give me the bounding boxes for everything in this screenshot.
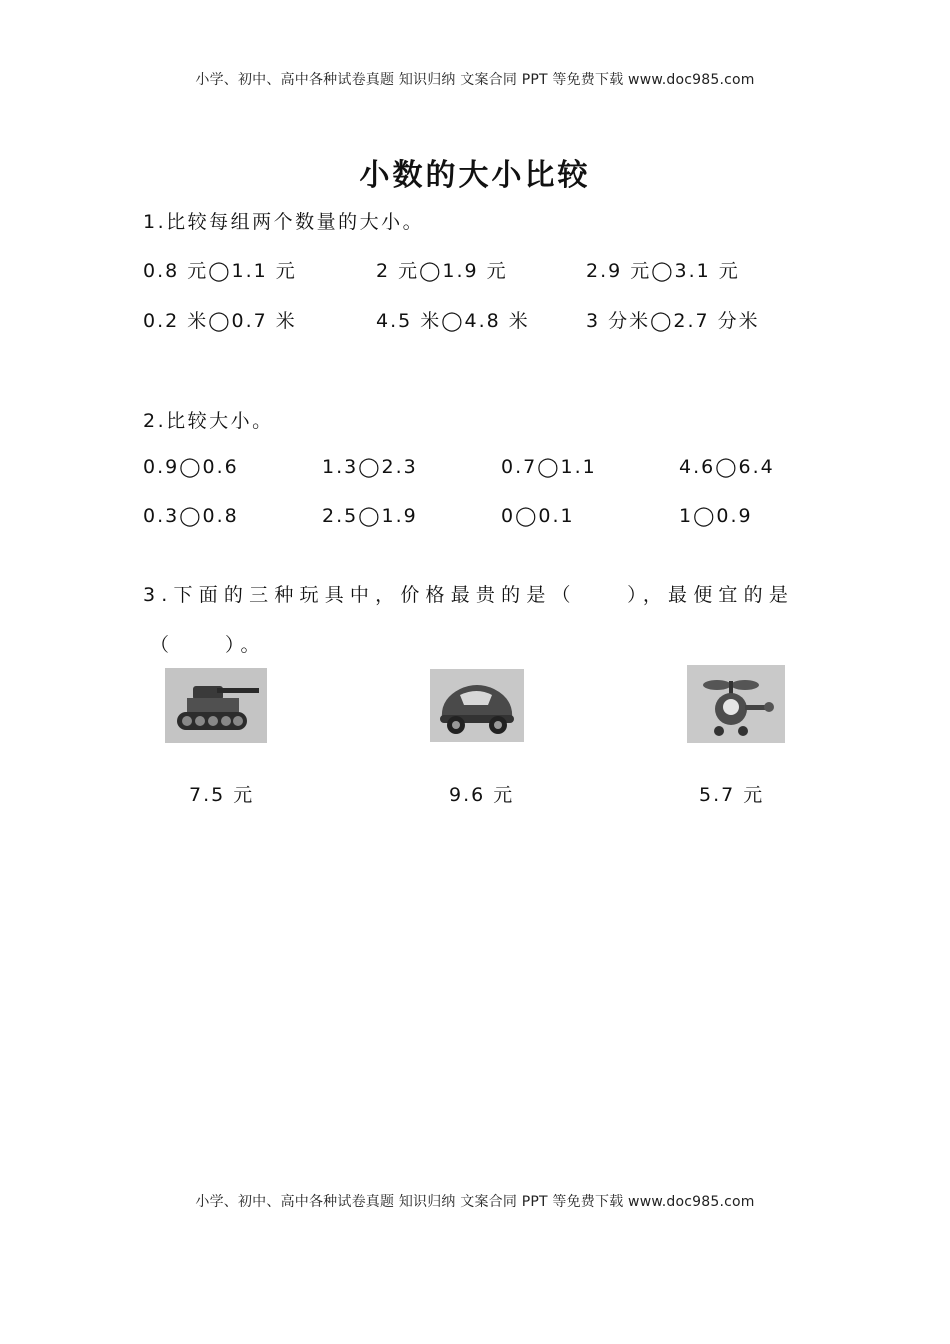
page-footer: 小学、初中、高中各种试卷真题 知识归纳 文案合同 PPT 等免费下载 www.doc985.com bbox=[195, 1194, 755, 1210]
q2-item: 1◯0.9 bbox=[679, 505, 753, 527]
q1-item: 2 元◯1.9 元 bbox=[376, 260, 508, 282]
q2-item: 1.3◯2.3 bbox=[322, 456, 418, 478]
q2-item: 2.5◯1.9 bbox=[322, 505, 418, 527]
q1-item: 0.8 元◯1.1 元 bbox=[143, 260, 297, 282]
tank-icon bbox=[165, 668, 267, 743]
page-header: 小学、初中、高中各种试卷真题 知识归纳 文案合同 PPT 等免费下载 www.doc985.com bbox=[195, 72, 755, 88]
q2-prompt: 2.比较大小。 bbox=[143, 410, 274, 432]
q1-item: 2.9 元◯3.1 元 bbox=[586, 260, 740, 282]
toy-price: 7.5 元 bbox=[189, 784, 255, 806]
q2-item: 4.6◯6.4 bbox=[679, 456, 775, 478]
q1-item: 3 分米◯2.7 分米 bbox=[586, 310, 760, 332]
car-icon bbox=[430, 669, 524, 742]
toy-price: 5.7 元 bbox=[699, 784, 765, 806]
q1-item: 4.5 米◯4.8 米 bbox=[376, 310, 530, 332]
q2-item: 0.7◯1.1 bbox=[501, 456, 597, 478]
helicopter-icon bbox=[687, 665, 785, 743]
q3-prompt-line1: 3.下面的三种玩具中，价格最贵的是（ ），最便宜的是 bbox=[143, 584, 795, 606]
q1-prompt: 1.比较每组两个数量的大小。 bbox=[143, 211, 425, 233]
q1-item: 0.2 米◯0.7 米 bbox=[143, 310, 297, 332]
q2-item: 0.9◯0.6 bbox=[143, 456, 239, 478]
q2-item: 0◯0.1 bbox=[501, 505, 575, 527]
q2-item: 0.3◯0.8 bbox=[143, 505, 239, 527]
page-title: 小数的大小比较 bbox=[359, 158, 591, 193]
toy-price: 9.6 元 bbox=[449, 784, 515, 806]
q3-prompt-line2: （ ）。 bbox=[150, 634, 266, 656]
